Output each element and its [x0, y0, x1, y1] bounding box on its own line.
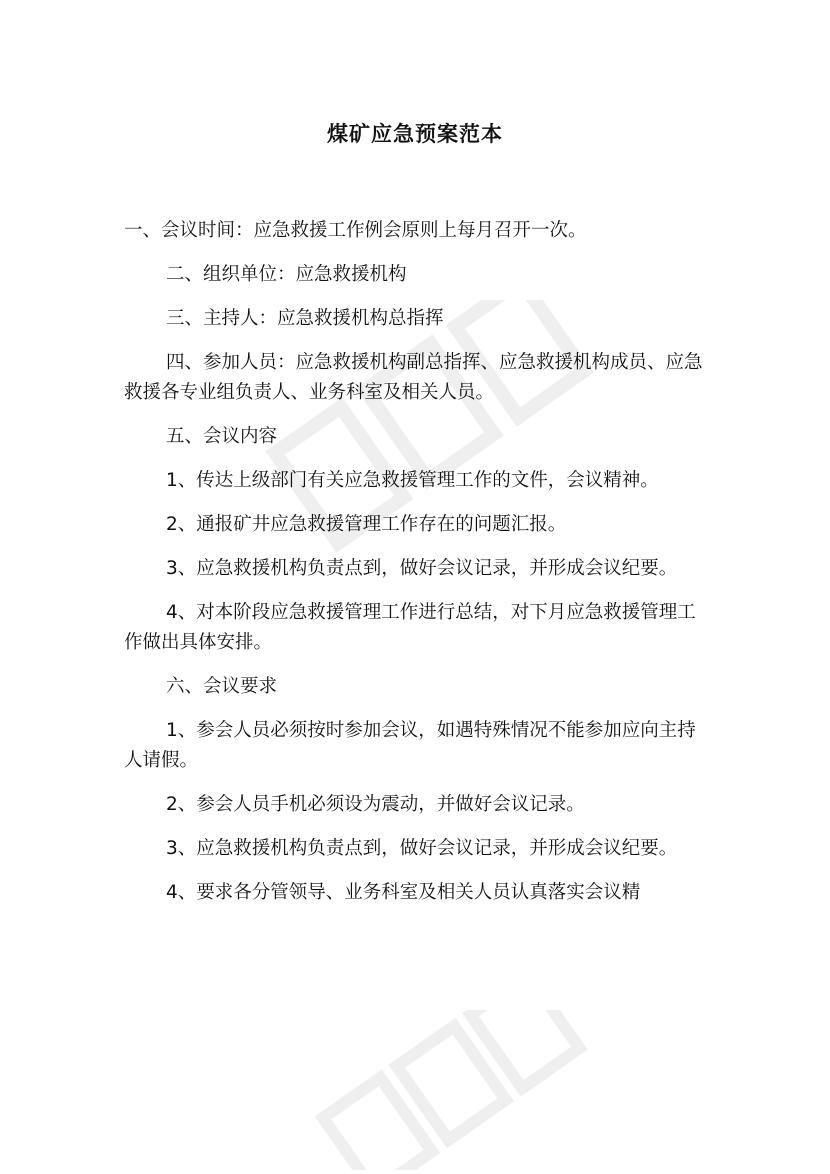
- paragraph: 3、应急救援机构负责点到，做好会议记录，并形成会议纪要。: [166, 838, 678, 859]
- paragraph: 三、主持人：应急救援机构总指挥: [166, 308, 444, 329]
- paragraph: 六、会议要求: [166, 676, 278, 697]
- document-body: [124, 216, 714, 922]
- paragraph: 3、应急救援机构负责点到，做好会议记录，并形成会议纪要。: [166, 558, 678, 579]
- paragraph: 四、参加人员：应急救援机构副总指挥、应急救援机构成员、应急救援各专业组负责人、业务科室及相关人员。: [124, 352, 703, 403]
- paragraph: 4、对本阶段应急救援管理工作进行总结，对下月应急救援管理工作做出具体安排。: [124, 602, 696, 653]
- paragraph: 一、会议时间：应急救援工作例会原则上每月召开一次。: [124, 220, 587, 241]
- paragraph: 2、通报矿井应急救援管理工作存在的问题汇报。: [166, 514, 567, 535]
- paragraph: 2、参会人员手机必须设为震动，并做好会议记录。: [166, 794, 585, 815]
- paragraph: 二、组织单位：应急救援机构: [166, 264, 407, 285]
- watermark-icon: [300, 1010, 600, 1170]
- paragraph: 4、要求各分管领导、业务科室及相关人员认真落实会议精: [166, 882, 641, 903]
- paragraph: 1、传达上级部门有关应急救援管理工作的文件，会议精神。: [166, 470, 659, 491]
- paragraph: 五、会议内容: [166, 426, 278, 447]
- paragraph: 1、参会人员必须按时参加会议，如遇特殊情况不能参加应向主持人请假。: [124, 720, 696, 771]
- document-title: 煤矿应急预案范本: [327, 122, 503, 146]
